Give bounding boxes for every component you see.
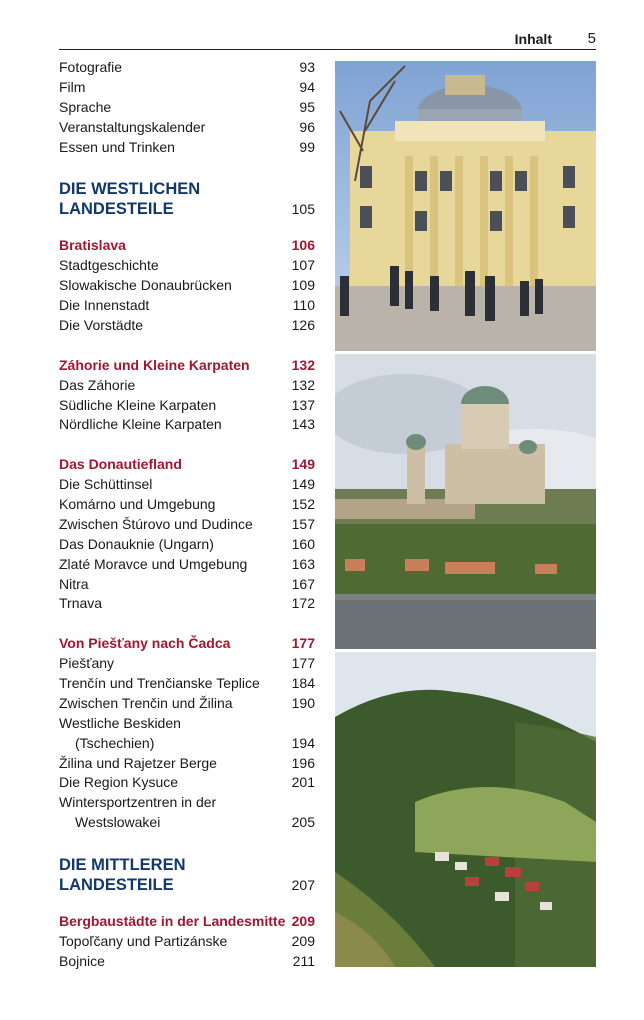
header-title: Inhalt	[514, 31, 552, 47]
toc-entry[interactable]	[59, 396, 315, 416]
toc-label: Trnava	[59, 595, 103, 612]
section-title-line: DIE WESTLICHEN	[59, 180, 201, 199]
toc-page: 149	[291, 476, 315, 493]
toc-page: 211	[292, 952, 315, 969]
toc-entry[interactable]	[59, 674, 315, 694]
toc-label: (Tschechien)	[75, 734, 155, 751]
toc-entry[interactable]	[59, 654, 315, 674]
toc-label: Bojnice	[59, 952, 105, 969]
toc-page: 126	[291, 317, 315, 333]
toc-label: Piešťany	[59, 655, 115, 672]
toc-label: Žilina und Rajetzer Berge	[59, 754, 217, 771]
toc-entry[interactable]	[59, 376, 315, 396]
toc-page: 94	[299, 78, 315, 95]
toc-label: Topoľčany und Partizánske	[59, 933, 228, 950]
toc-page: 99	[299, 138, 315, 155]
toc-page: 207	[291, 877, 315, 894]
toc-page: 167	[291, 575, 315, 592]
toc-entry[interactable]	[59, 296, 315, 316]
toc-page: 205	[291, 814, 315, 831]
section-title-line: DIE MITTLEREN	[59, 856, 186, 875]
toc-label: Bratislava	[59, 237, 126, 254]
toc-page: 105	[291, 201, 315, 218]
toc-label: Zwischen Trenčin und Žilina	[59, 694, 233, 711]
toc-page: 93	[299, 58, 315, 75]
toc-entry[interactable]	[59, 694, 315, 714]
photo-basilica	[335, 354, 596, 649]
toc-page: 95	[299, 98, 315, 115]
toc-entry[interactable]	[59, 734, 315, 754]
toc-entry[interactable]	[59, 714, 315, 734]
toc-page: 106	[291, 237, 315, 254]
toc-entry[interactable]	[59, 276, 315, 296]
toc-page: 184	[291, 675, 315, 692]
toc-entry[interactable]	[59, 78, 315, 98]
toc-label: Bergbaustädte in der Landesmitte	[59, 913, 286, 930]
toc-label: Westslowakei	[75, 814, 161, 831]
toc-label: Das Donauknie (Ungarn)	[59, 535, 214, 552]
toc-entry[interactable]	[59, 774, 315, 794]
toc-entry[interactable]	[59, 594, 315, 614]
toc-entry[interactable]	[59, 256, 315, 276]
toc-label: Von Piešťany nach Čadca	[59, 635, 231, 652]
toc-entry[interactable]	[59, 952, 315, 972]
toc-page: 177	[291, 655, 315, 672]
header-rule	[59, 49, 596, 50]
toc-label: Komárno und Umgebung	[59, 496, 216, 513]
subheading-donautiefland[interactable]	[59, 455, 315, 475]
toc-entry[interactable]	[59, 475, 315, 495]
toc-label: Essen und Trinken	[59, 138, 175, 155]
toc-page: 190	[291, 694, 315, 711]
toc-entry[interactable]	[59, 754, 315, 774]
toc-label: Trenčín und Trenčianske Teplice	[59, 675, 260, 692]
toc-page: 137	[291, 396, 315, 413]
toc-page: 172	[291, 595, 315, 612]
toc-page: 157	[291, 515, 315, 532]
toc-page: 149	[291, 456, 315, 473]
toc-label: Záhorie und Kleine Karpaten	[59, 356, 250, 373]
toc-entry[interactable]	[59, 575, 315, 595]
toc-label: Slowakische Donaubrücken	[59, 277, 232, 294]
toc-entry[interactable]	[59, 316, 315, 336]
toc-entry[interactable]	[59, 98, 315, 118]
toc-entry[interactable]	[59, 813, 315, 833]
toc-page: 143	[291, 416, 315, 433]
toc-label: Westliche Beskiden	[59, 714, 181, 731]
toc-page: 132	[291, 356, 315, 373]
section-title-line: LANDESTEILE	[59, 200, 174, 219]
toc-page: 160	[291, 535, 315, 552]
toc-page: 96	[299, 118, 315, 135]
toc-label: Südliche Kleine Karpaten	[59, 396, 217, 413]
toc-label: Zwischen Štúrovo und Dudince	[59, 515, 253, 532]
toc-label: Die Schüttinsel	[59, 476, 153, 493]
toc-entry[interactable]	[59, 58, 315, 78]
toc-entry[interactable]	[59, 535, 315, 555]
subheading-bergbau[interactable]	[59, 912, 315, 932]
toc-label: Film	[59, 78, 86, 95]
toc-label: Stadtgeschichte	[59, 257, 159, 274]
toc-page: 110	[292, 297, 315, 314]
toc-label: Nitra	[59, 575, 89, 592]
toc-entry[interactable]	[59, 118, 315, 138]
toc-page: 152	[291, 496, 315, 513]
toc-page: 209	[291, 933, 315, 950]
toc-page: 194	[291, 734, 315, 751]
toc-page: 132	[291, 376, 315, 393]
subheading-bratislava[interactable]	[59, 236, 315, 256]
section-heading-west[interactable]	[59, 179, 315, 219]
toc-label: Nördliche Kleine Karpaten	[59, 416, 222, 433]
photo-theatre	[335, 61, 596, 351]
toc-entry[interactable]	[59, 415, 315, 435]
toc-entry[interactable]	[59, 138, 315, 158]
section-title-line: LANDESTEILE	[59, 876, 174, 895]
toc-page: 107	[291, 257, 315, 274]
table-of-contents	[59, 58, 315, 972]
toc-label: Zlaté Moravce und Umgebung	[59, 555, 248, 572]
toc-label: Sprache	[59, 98, 112, 115]
toc-page: 209	[291, 913, 315, 930]
toc-label: Die Innenstadt	[59, 297, 150, 314]
toc-label: Wintersportzentren in der	[59, 794, 217, 811]
toc-entry[interactable]	[59, 555, 315, 575]
subheading-piestany[interactable]	[59, 634, 315, 654]
toc-entry[interactable]	[59, 793, 315, 813]
toc-page: 163	[291, 555, 315, 572]
toc-label: Das Záhorie	[59, 376, 136, 393]
toc-page: 177	[291, 635, 315, 652]
toc-entry[interactable]	[59, 515, 315, 535]
toc-label: Fotografie	[59, 58, 123, 75]
toc-page: 201	[291, 774, 315, 791]
toc-page: 196	[291, 754, 315, 771]
photo-mountains	[335, 652, 596, 967]
toc-label: Die Region Kysuce	[59, 774, 179, 791]
toc-page: 109	[291, 277, 315, 294]
page-number: 5	[587, 30, 596, 47]
subheading-zahorie[interactable]	[59, 356, 315, 376]
toc-entry[interactable]	[59, 495, 315, 515]
section-heading-mitte[interactable]	[59, 855, 315, 895]
toc-entry[interactable]	[59, 932, 315, 952]
toc-label: Das Donautiefland	[59, 456, 182, 473]
toc-label: Veranstaltungskalender	[59, 118, 206, 135]
toc-label: Die Vorstädte	[59, 317, 144, 333]
